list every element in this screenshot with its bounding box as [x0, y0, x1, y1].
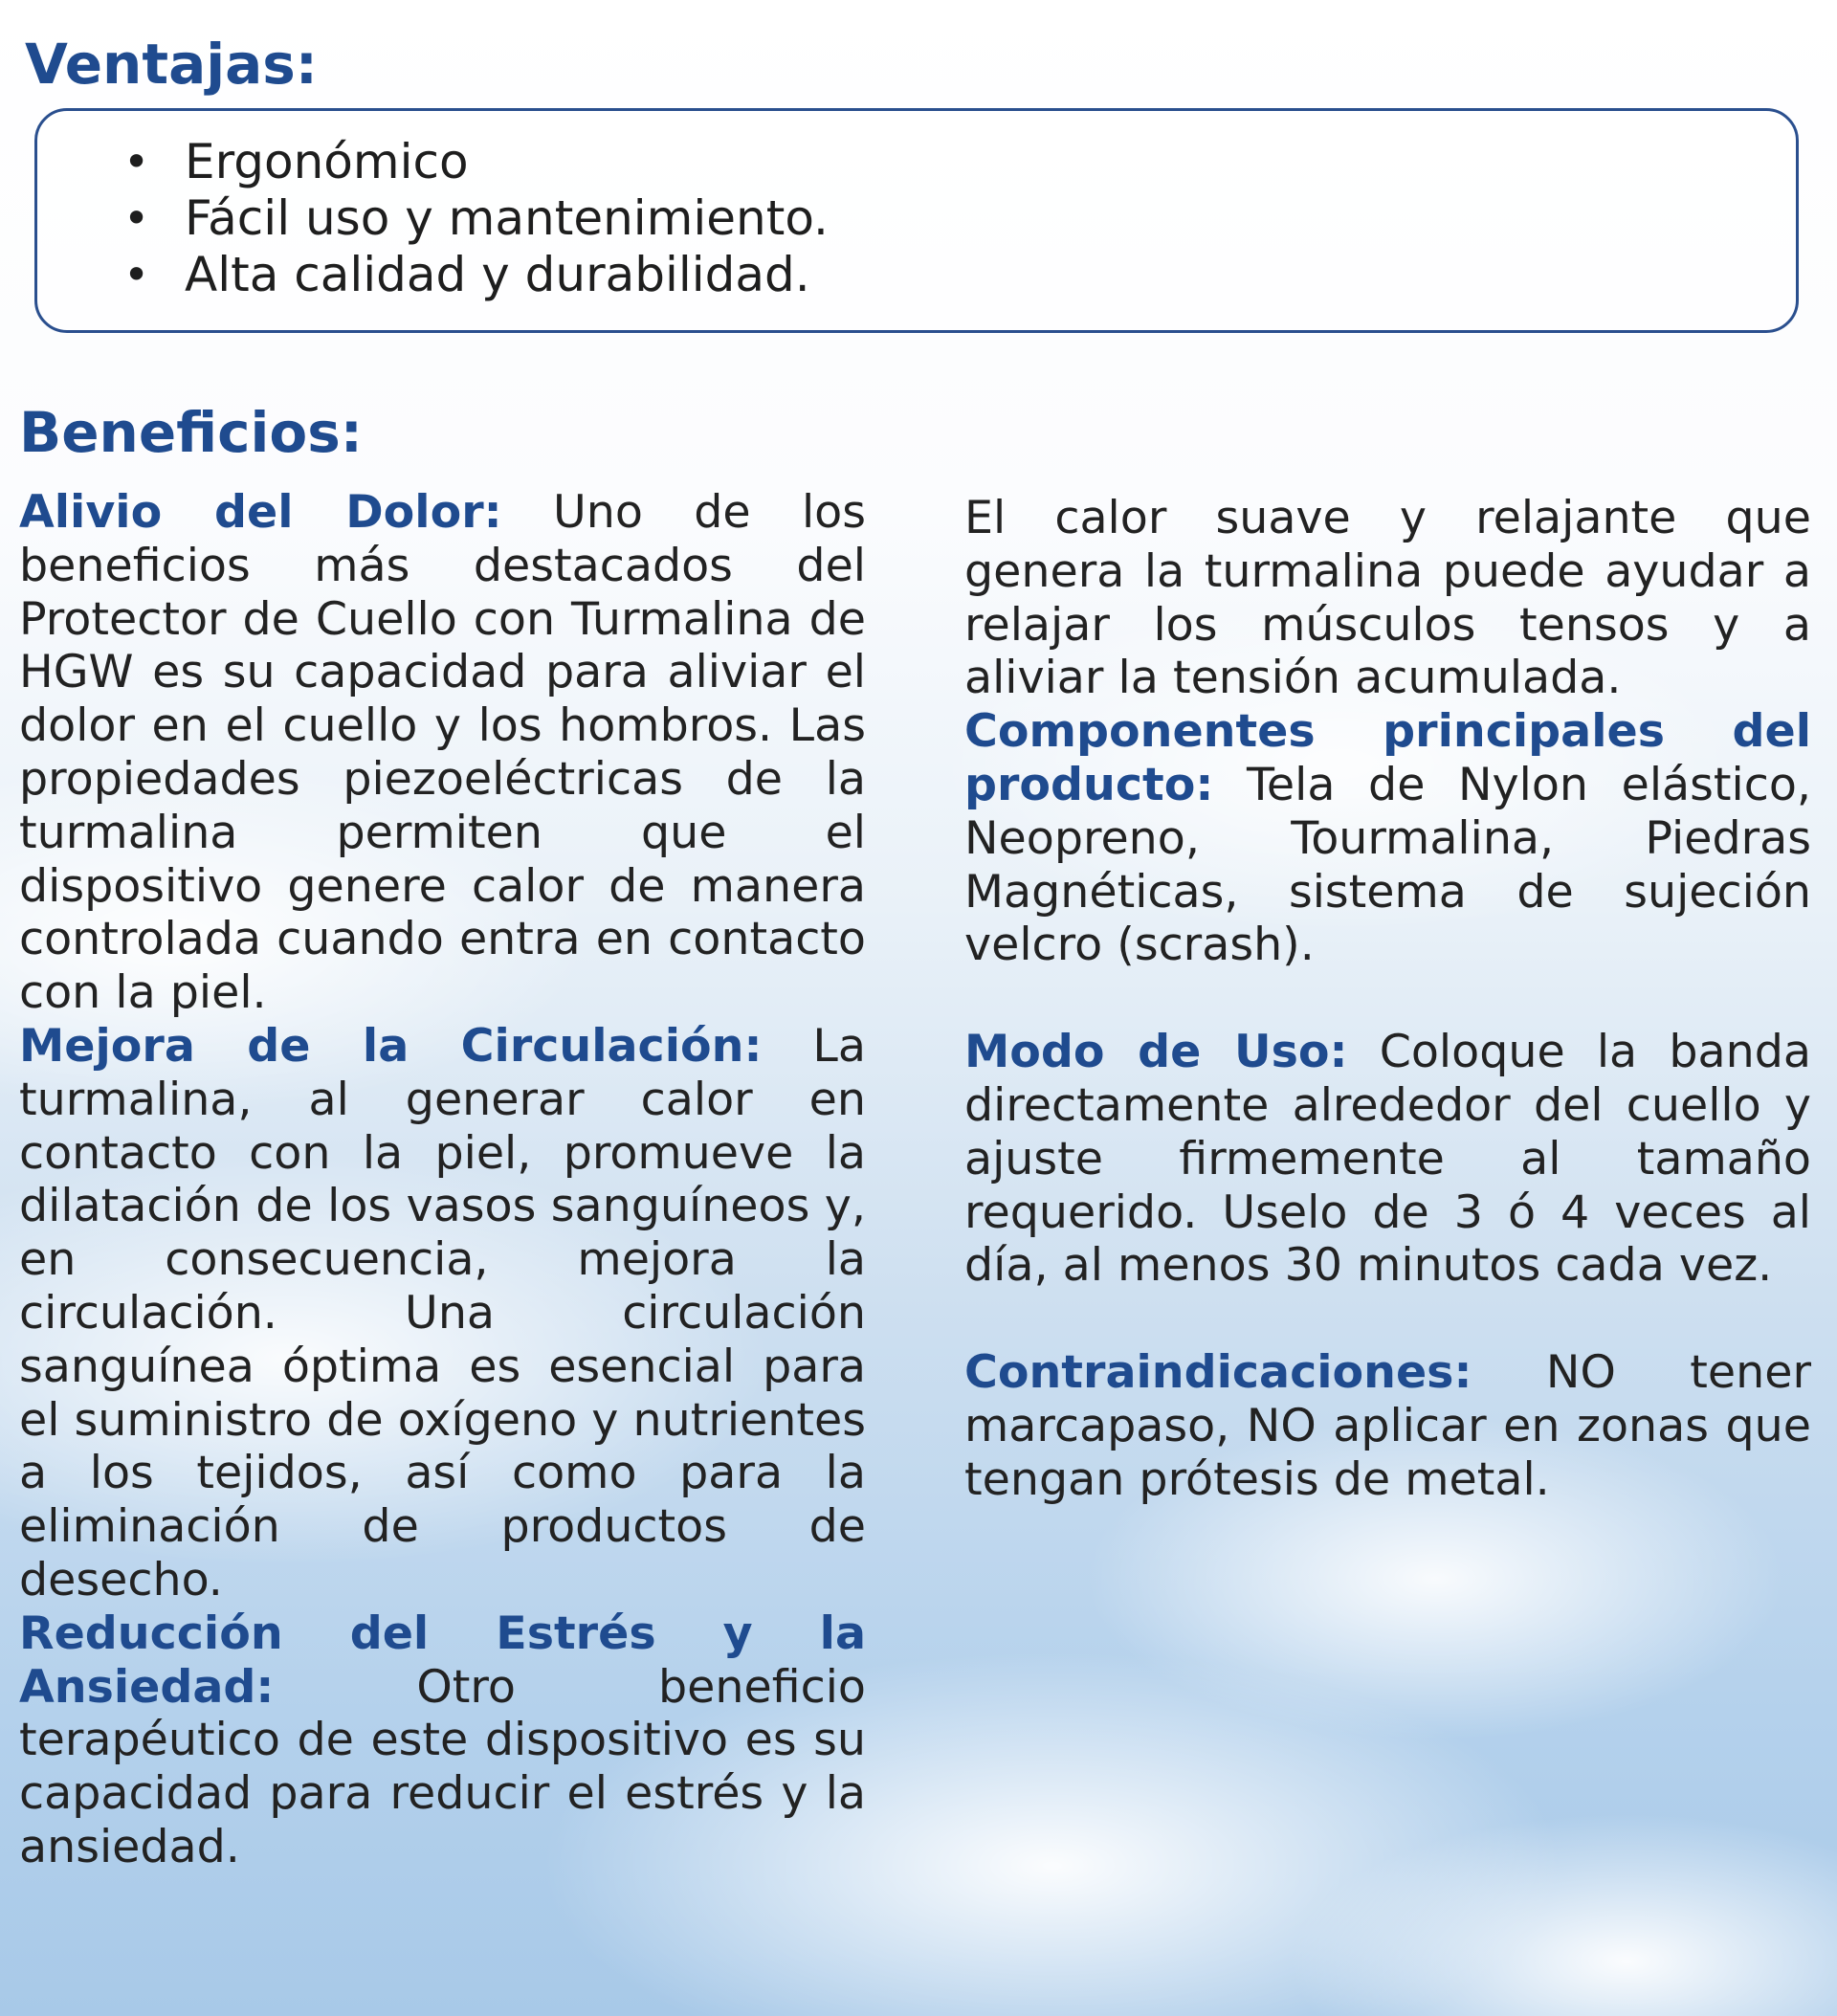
benefit-pain-relief: [19, 486, 866, 1020]
benefits-right-column: [964, 492, 1811, 1507]
list-item: [89, 190, 1796, 247]
contraindications: [964, 1346, 1811, 1506]
benefit-label: Reducción del Estrés y la Ansiedad:: [19, 1606, 866, 1714]
ventajas-list: [37, 111, 1796, 303]
ventajas-heading: Ventajas:: [25, 32, 318, 97]
list-item: [89, 247, 1796, 303]
benefit-label: Mejora de la Circulación:: [19, 1019, 763, 1073]
bullet-icon: •: [123, 136, 150, 188]
usage-text: Coloque la banda directamente alrededor del cuello y ajuste firmemente al tamaño requerido. Uselo de 3 ó 4 veces al día, al menos 30 minutos cada vez.: [964, 1026, 1811, 1293]
bullet-icon: •: [123, 192, 150, 244]
list-item-text: Alta calidad y durabilidad.: [185, 247, 810, 302]
ventajas-box: [34, 108, 1799, 333]
benefit-text: Otro beneficio terapéutico de este dispositivo es su capacidad para reducir el estrés y la ansiedad.: [19, 1660, 866, 1873]
components-label: Componentes principales del producto:: [964, 705, 1811, 811]
components-text: Tela de Nylon elástico, Neopreno, Tourmalina, Piedras Magnéticas, sistema de sujeción velcro (scrash).: [964, 758, 1811, 972]
benefit-circulation: [19, 1020, 866, 1607]
bullet-icon: •: [123, 249, 150, 300]
contraindications-text: NO tener marcapaso, NO aplicar en zonas que tengan prótesis de metal.: [964, 1346, 1811, 1506]
benefit-text: La turmalina, al generar calor en contacto con la piel, promueve la dilatación de los vasos sanguíneos y, en consecuencia, mejora la circulación. Una circulación sanguínea óptima es esencial para el suministro de oxígeno y nutrientes a los tejidos, así como para la eliminación de productos de desecho.: [19, 1019, 866, 1606]
benefit-text: Uno de los beneficios más destacados del Protector de Cuello con Turmalina de HGW es su capacidad para aliviar el dolor en el cuello y los hombros. Las propiedades piezoeléctricas de la turmalina permiten que el dispositivo genere calor de manera controlada cuando entra en contacto con la piel.: [19, 486, 866, 1020]
benefit-label: Alivio del Dolor:: [19, 486, 502, 539]
list-item-text: Ergonómico: [185, 134, 469, 189]
usage-label: Modo de Uso:: [964, 1026, 1348, 1079]
usage-instructions: [964, 1026, 1811, 1293]
benefits-left-column: [19, 486, 866, 1874]
product-components: [964, 705, 1811, 972]
beneficios-heading: Beneficios:: [19, 400, 363, 465]
contraindications-label: Contraindicaciones:: [964, 1346, 1472, 1400]
list-item-text: Fácil uso y mantenimiento.: [185, 190, 829, 246]
benefit-stress-reduction: [19, 1607, 866, 1874]
list-item: [89, 134, 1796, 190]
stress-continuation: El calor suave y relajante que genera la turmalina puede ayudar a relajar los músculos tensos y a aliviar la tensión acumulada.: [964, 492, 1811, 705]
